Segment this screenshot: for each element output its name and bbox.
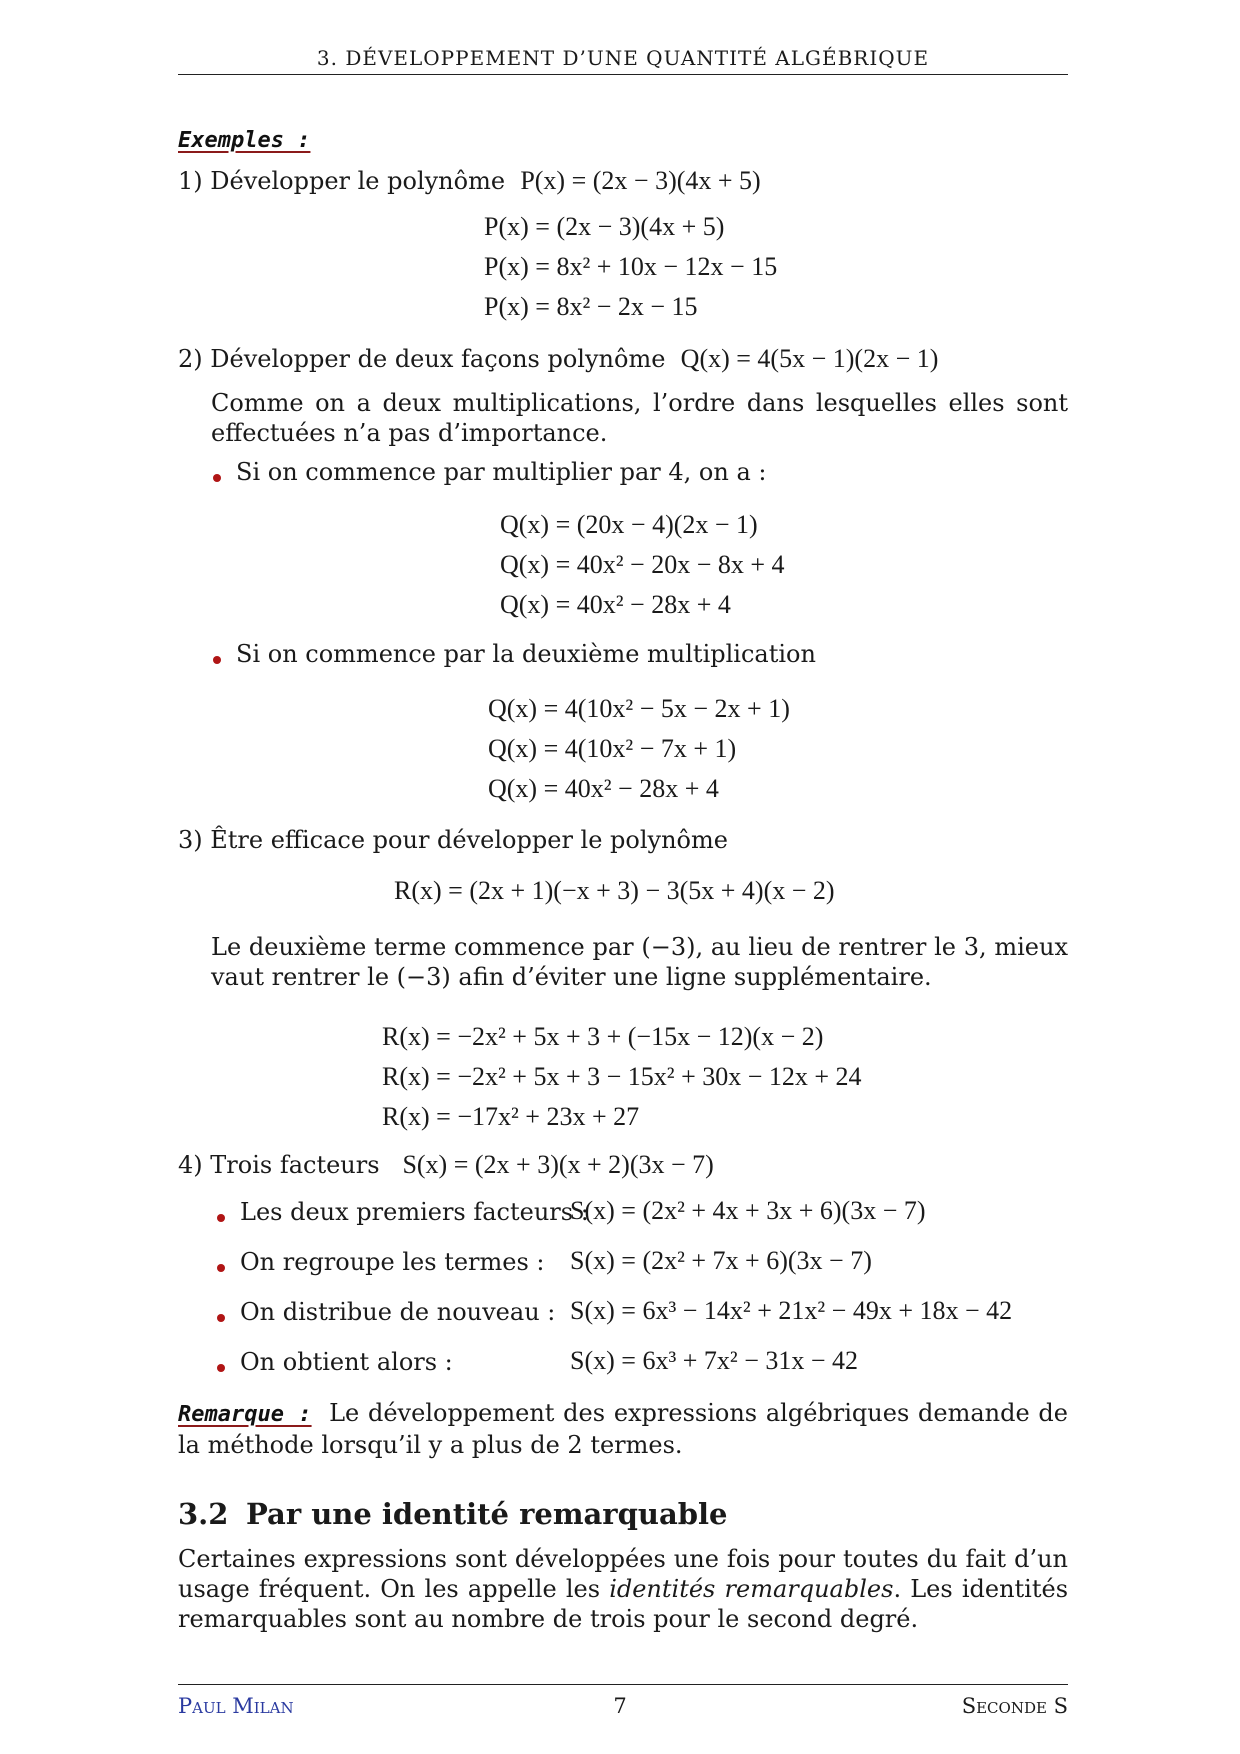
example-2-bullet-2: Si on commence par la deuxième multiplication (236, 640, 816, 668)
bullet-icon (213, 656, 221, 664)
example-4-row-expr: S(x) = 6x³ − 14x² + 21x² − 49x + 18x − 42 (570, 1296, 1013, 1325)
example-1-step: P(x) = (2x − 3)(4x + 5) (484, 212, 725, 241)
example-4-text: 4) Trois facteurs (178, 1151, 380, 1179)
example-3-explanation: Le deuxième terme commence par (−3), au lieu de rentrer le 3, mieux vaut rentrer le (−3) afin d’éviter une ligne supplémentaire. (211, 933, 1068, 991)
bullet-icon (217, 1314, 225, 1322)
bullet-icon (217, 1364, 225, 1372)
example-2-step: Q(x) = 4(10x² − 7x + 1) (488, 734, 737, 763)
example-2-step: Q(x) = 4(10x² − 5x − 2x + 1) (488, 694, 790, 723)
remark-text: Le développement des expressions algébriques demande de la méthode lorsqu’il y a plus de 2 termes. (178, 1399, 1068, 1459)
example-1-heading (178, 166, 761, 196)
example-4-heading (178, 1150, 714, 1180)
example-2-step: Q(x) = 40x² − 28x + 4 (488, 774, 719, 803)
example-2-step: Q(x) = 40x² − 20x − 8x + 4 (500, 550, 785, 579)
footer-class: Seconde S (961, 1694, 1068, 1718)
example-1-step: P(x) = 8x² − 2x − 15 (484, 292, 698, 321)
example-1-step: P(x) = 8x² + 10x − 12x − 15 (484, 252, 778, 281)
example-2-text: 2) Développer de deux façons polynôme (178, 345, 666, 373)
example-2-intro: Comme on a deux multiplications, l’ordre dans lesquelles elles sont effectuées n’a pas d’importance. (211, 389, 1068, 447)
example-2-step: Q(x) = 40x² − 28x + 4 (500, 590, 731, 619)
example-4-row-expr: S(x) = 6x³ + 7x² − 31x − 42 (570, 1346, 859, 1375)
bullet-icon (217, 1214, 225, 1222)
bullet-icon (217, 1264, 225, 1272)
example-4-row-label: On obtient alors : (240, 1348, 453, 1376)
emphasis-text: identités remarquables (609, 1575, 894, 1603)
section-number: 3.2 (178, 1497, 229, 1531)
section-paragraph: Certaines expressions sont développées une fois pour toutes du fait d’un usage fréquent. On les appelle les identités remarquables. Les identités remarquables sont au nombre de trois pour le second degré. (178, 1545, 1069, 1633)
example-3-text: 3) Être efficace pour développer le polynôme (178, 826, 728, 854)
example-2-heading (178, 344, 938, 374)
footer-author: Paul Milan (178, 1694, 294, 1718)
example-2-step: Q(x) = (20x − 4)(2x − 1) (500, 510, 758, 539)
example-4-row-expr: S(x) = (2x² + 4x + 3x + 6)(3x − 7) (570, 1196, 926, 1225)
page-number: 7 (613, 1694, 627, 1718)
examples-label: Exemples : (178, 128, 311, 153)
section-heading (178, 1497, 727, 1531)
section-title: Par une identité remarquable (246, 1497, 728, 1531)
example-2-definition: Q(x) = 4(5x − 1)(2x − 1) (680, 344, 939, 373)
remark-paragraph (178, 1398, 1068, 1460)
example-4-row-label: On distribue de nouveau : (240, 1298, 556, 1326)
example-3-step: R(x) = −17x² + 23x + 27 (382, 1102, 640, 1131)
example-3-step: R(x) = −2x² + 5x + 3 − 15x² + 30x − 12x + 24 (382, 1062, 862, 1091)
running-header: 3. DÉVELOPPEMENT D’UNE QUANTITÉ ALGÉBRIQUE (316, 46, 930, 70)
example-4-row-label: Les deux premiers facteurs : (240, 1198, 589, 1226)
example-2-bullet-1: Si on commence par multiplier par 4, on a : (236, 458, 767, 486)
bullet-icon (213, 474, 221, 482)
example-4-row-label: On regroupe les termes : (240, 1248, 545, 1276)
example-1-definition: P(x) = (2x − 3)(4x + 5) (520, 166, 761, 195)
header-rule (178, 74, 1068, 75)
remark-label: Remarque : (178, 1402, 312, 1427)
example-3-definition: R(x) = (2x + 1)(−x + 3) − 3(5x + 4)(x − 2) (394, 876, 835, 905)
example-4-row-expr: S(x) = (2x² + 7x + 6)(3x − 7) (570, 1246, 872, 1275)
example-4-definition: S(x) = (2x + 3)(x + 2)(3x − 7) (402, 1150, 714, 1179)
example-3-step: R(x) = −2x² + 5x + 3 + (−15x − 12)(x − 2) (382, 1022, 824, 1051)
footer-rule (178, 1684, 1068, 1685)
example-1-text: 1) Développer le polynôme (178, 167, 506, 195)
